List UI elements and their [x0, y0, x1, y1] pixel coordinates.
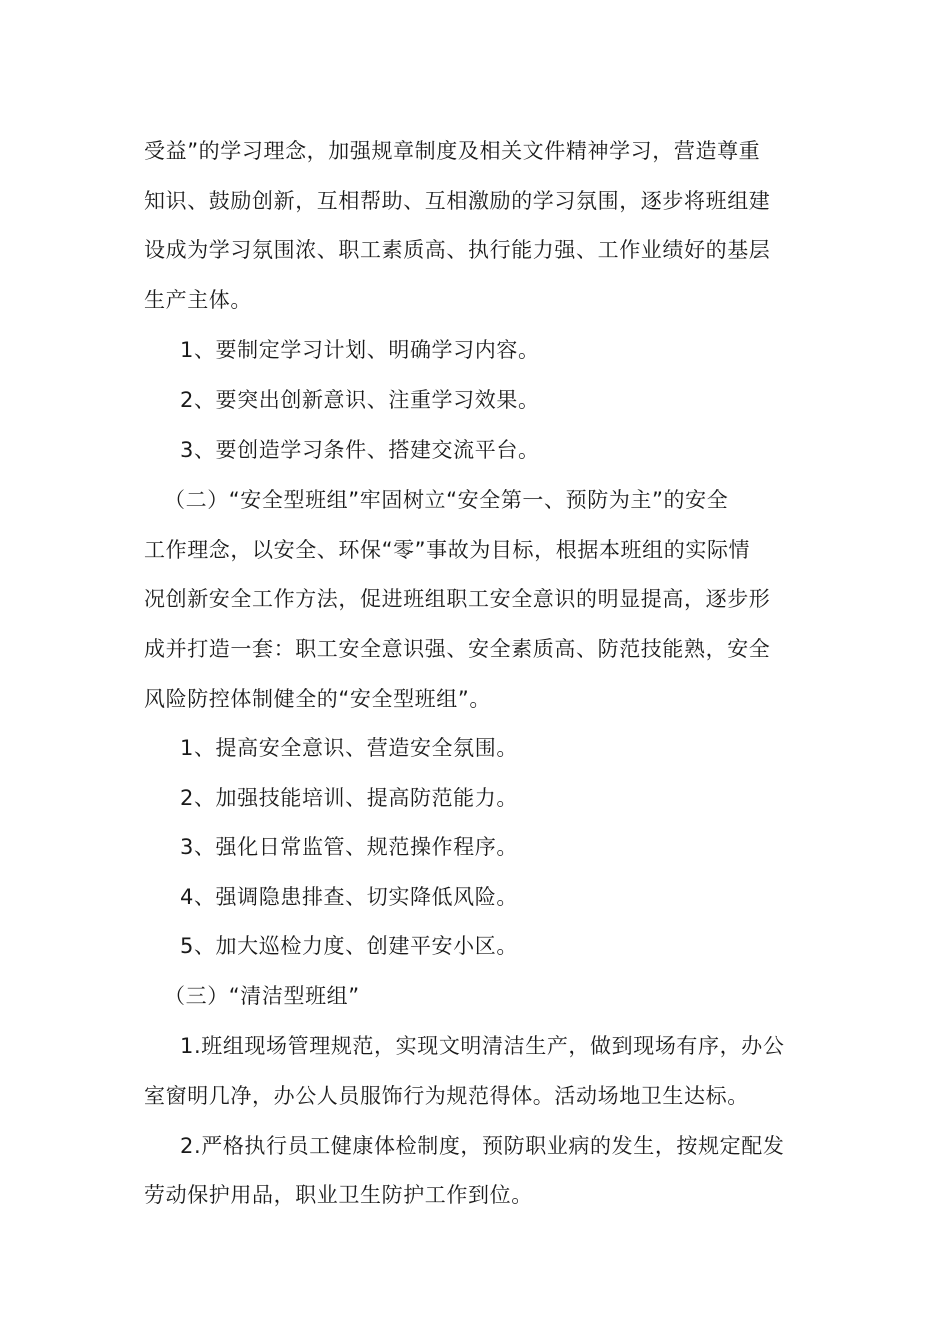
section-heading-line: （二）“安全型班组”牢固树立“安全第一、预防为主”的安全 [164, 488, 729, 512]
paragraph-line: 设成为学习氛围浓、职工素质高、执行能力强、工作业绩好的基层 [144, 238, 771, 262]
paragraph-line: 工作理念，以安全、环保“零”事故为目标，根据本班组的实际情 [144, 538, 751, 562]
paragraph-line: 知识、鼓励创新，互相帮助、互相激励的学习氛围，逐步将班组建 [144, 189, 771, 213]
paragraph-line: 1.班组现场管理规范，实现文明清洁生产，做到现场有序，办公 [180, 1034, 785, 1058]
list-item: 1、提高安全意识、营造安全氛围。 [180, 736, 518, 760]
list-item: 5、加大巡检力度、创建平安小区。 [180, 934, 518, 958]
list-item: 3、要创造学习条件、搭建交流平台。 [180, 438, 540, 462]
section-heading: （三）“清洁型班组” [164, 984, 360, 1008]
paragraph-line: 劳动保护用品，职业卫生防护工作到位。 [144, 1183, 533, 1207]
paragraph-line: 室窗明几净，办公人员服饰行为规范得体。活动场地卫生达标。 [144, 1084, 749, 1108]
paragraph-line: 成并打造一套：职工安全意识强、安全素质高、防范技能熟，安全 [144, 637, 771, 661]
paragraph-line: 况创新安全工作方法，促进班组职工安全意识的明显提高，逐步形 [144, 587, 771, 611]
list-item: 1、要制定学习计划、明确学习内容。 [180, 338, 540, 362]
paragraph-line: 受益”的学习理念，加强规章制度及相关文件精神学习，营造尊重 [144, 139, 761, 163]
list-item: 2、加强技能培训、提高防范能力。 [180, 786, 518, 810]
paragraph-line: 风险防控体制健全的“安全型班组”。 [144, 687, 491, 711]
list-item: 4、强调隐患排查、切实降低风险。 [180, 885, 518, 909]
list-item: 2、要突出创新意识、注重学习效果。 [180, 388, 540, 412]
paragraph-line: 生产主体。 [144, 288, 252, 312]
paragraph-line: 2.严格执行员工健康体检制度，预防职业病的发生，按规定配发 [180, 1134, 785, 1158]
list-item: 3、强化日常监管、规范操作程序。 [180, 835, 518, 859]
